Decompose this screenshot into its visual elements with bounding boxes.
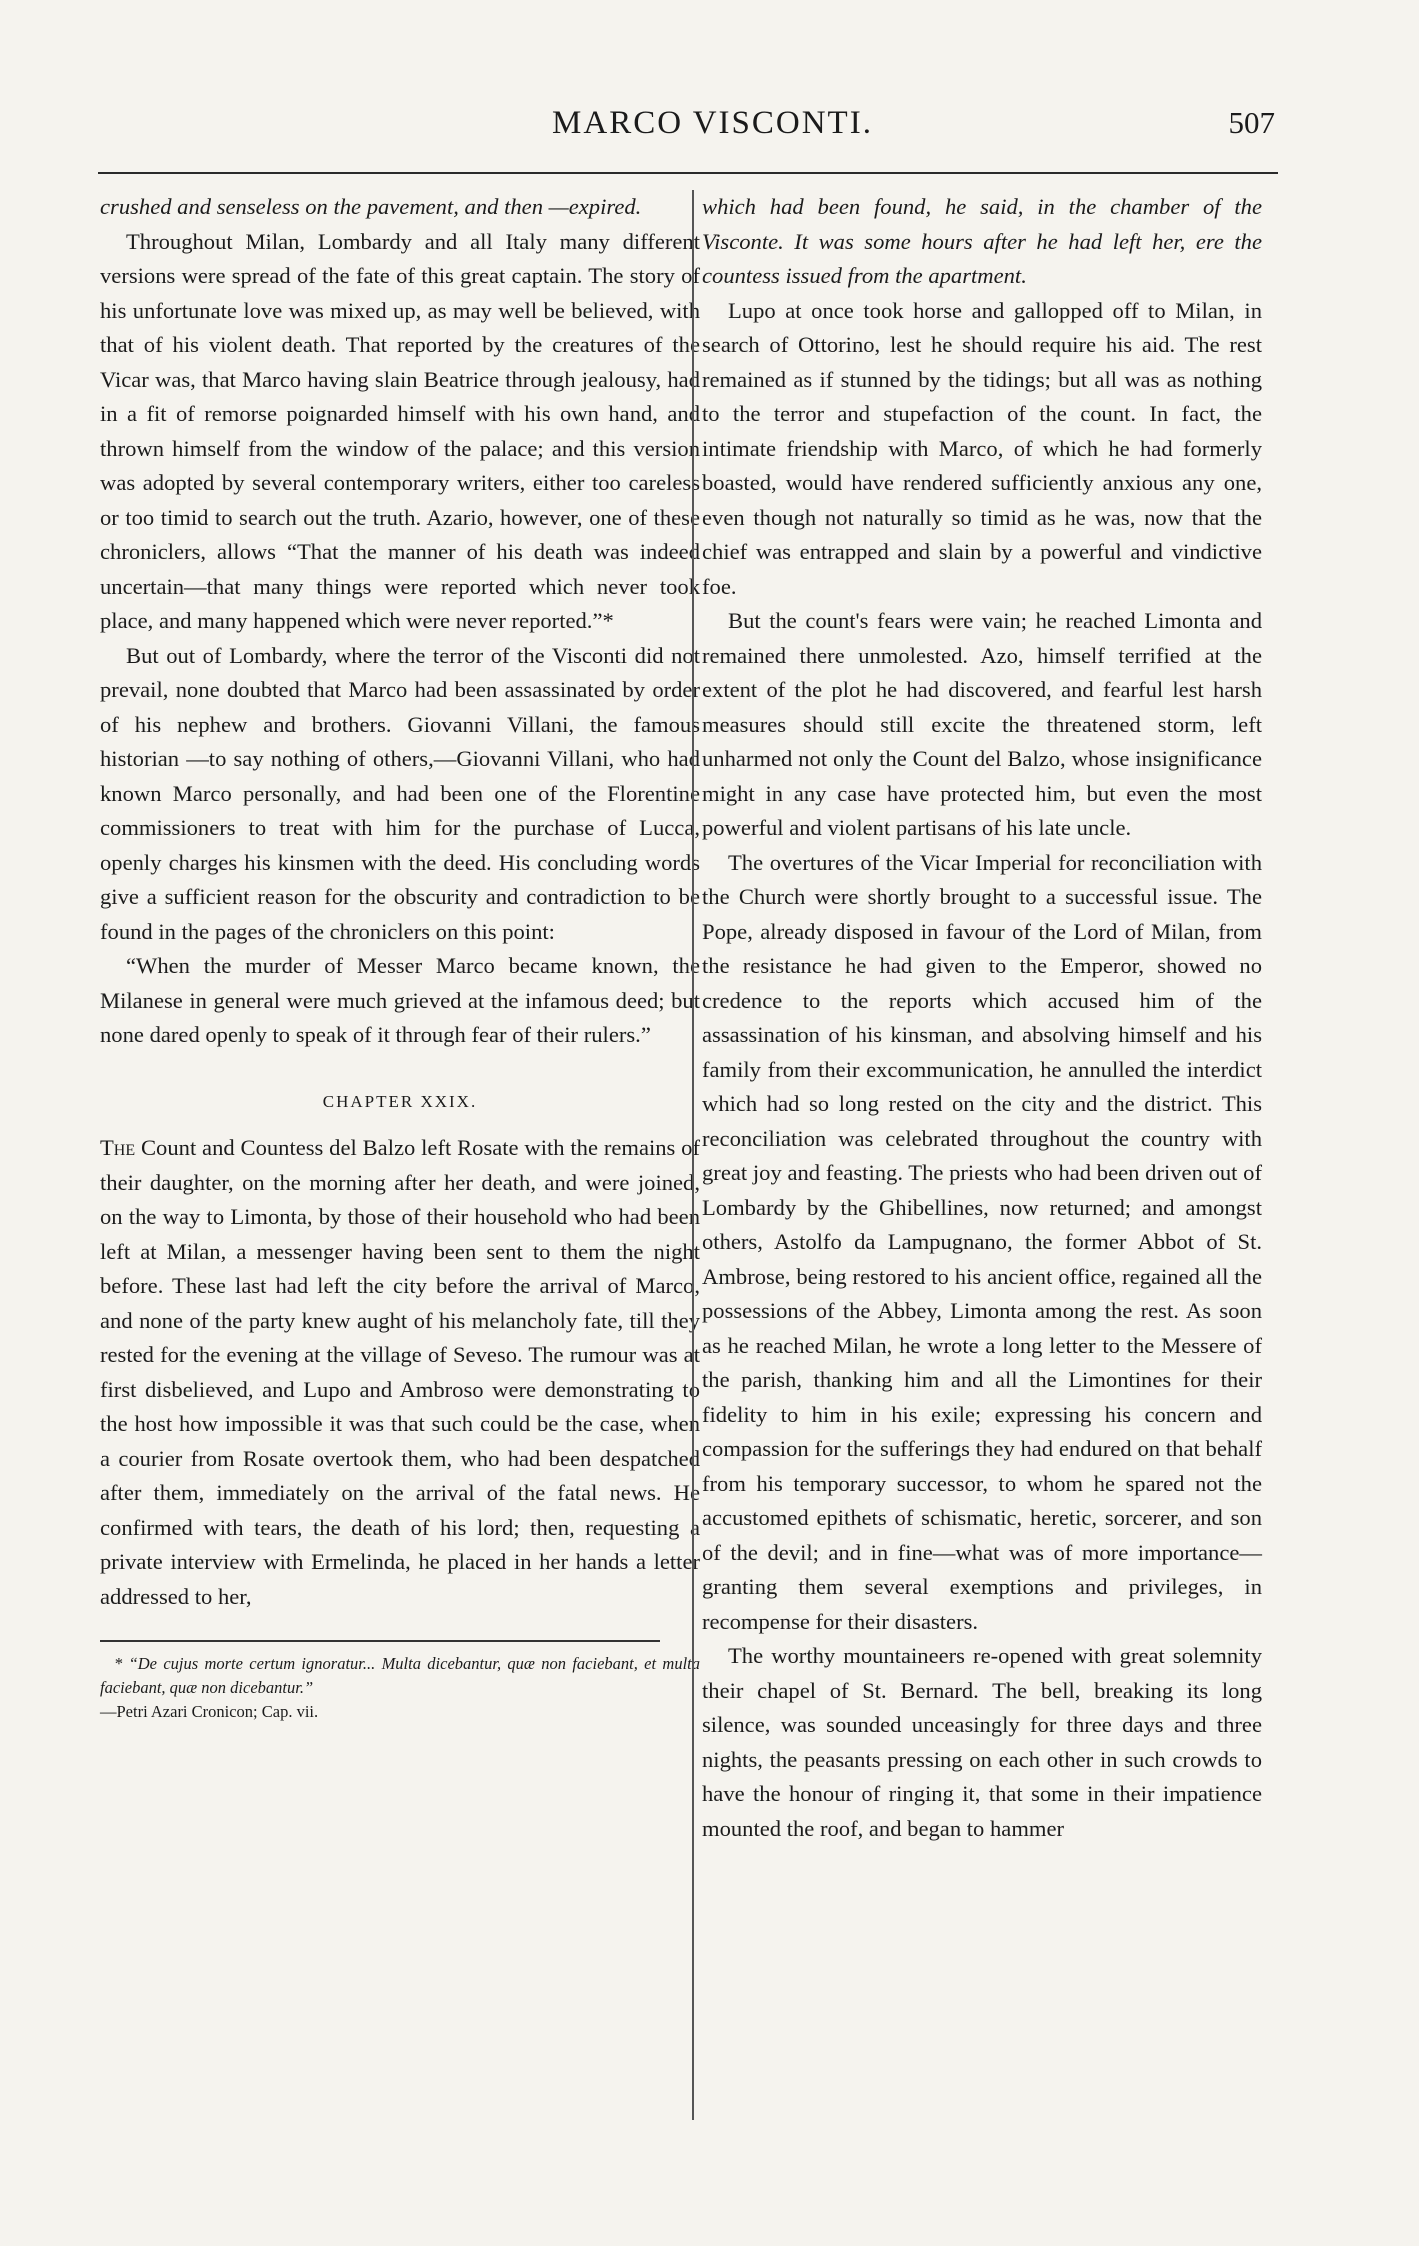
footnote: * “De cujus morte certum ignoratur... Multa dicebantur, quæ non faciebant, et multa faciebant, quæ non dicebantur.” xyxy=(100,1654,700,1697)
page-number: 507 xyxy=(1228,105,1275,140)
chapter-heading: CHAPTER XXIX. xyxy=(322,1091,478,1111)
running-title: MARCO VISCONTI. xyxy=(552,105,873,141)
footnote-source: —Petri Azari Cronicon; Cap. vii. xyxy=(100,1702,319,1721)
drop-word: The xyxy=(100,1135,136,1160)
paragraph: crushed and senseless on the pavement, and then —expired. xyxy=(100,194,642,219)
quotation: “When the murder of Messer Marco became known, the Milanese in general were much grieved at the infamous deed; but none dared openly to speak of it through fear of their rulers.” xyxy=(100,953,700,1047)
right-column xyxy=(702,190,1262,1846)
paragraph: The worthy mountaineers re-opened with great solemnity their chapel of St. Bernard. The bell, breaking its long silence, was sounded unceasingly for three days and three nights, the peasants pressing on each other in such crowds to have the honour of ringing it, that some in their impatience mounted the roof, and began to hammer xyxy=(702,1643,1262,1841)
paragraph: The overtures of the Vicar Imperial for reconciliation with the Church were shortly brought to a successful issue. The Pope, already disposed in favour of the Lord of Milan, from the resistance he had given to the Emperor, showed no credence to the reports which accused him of the assassination of his kinsman, and absolving himself and his family from their excommunication, he annulled the interdict which had so long rested on the city and the district. This reconciliation was celebrated throughout the country with great joy and feasting. The priests who had been driven out of Lombardy by the Ghibellines, now returned; and amongst others, Astolfo da Lampugnano, the former Abbot of St. Ambrose, being restored to his ancient office, regained all the possessions of the Abbey, Limonta among the rest. As soon as he reached Milan, he wrote a long letter to the Messere of the parish, thanking him and all the Limontines for their fidelity to him in his exile; expressing his concern and compassion for the sufferings they had endured on that behalf from his temporary successor, to whom he spared not the accustomed epithets of schismatic, heretic, sorcerer, and son of the devil; and in fine—what was of more importance—granting them several exemptions and privileges, in recompense for their disasters. xyxy=(702,849,1262,1634)
left-column xyxy=(100,190,700,1724)
paragraph: But the count's fears were vain; he reached Limonta and remained there unmolested. Azo, himself terrified at the extent of the plot he had discovered, and fearful lest harsh measures should still excite the threatened storm, left unharmed not only the Count del Balzo, whose insignificance might in any case have protected him, but even the most powerful and violent partisans of his late uncle. xyxy=(702,608,1262,840)
footnote-rule xyxy=(100,1640,660,1642)
paragraph-text: Count and Countess del Balzo left Rosate with the remains of their daughter, on the morning after her death, and were joined, on the way to Limonta, by those of their household who had been left at Milan, a messenger having been sent to them the night before. These last had left the city before the arrival of Marco, and none of the party knew aught of his melancholy fate, till they rested for the evening at the village of Seveso. The rumour was at first disbelieved, and Lupo and Ambroso were demonstrating to the host how impossible it was that such could be the case, when a courier from Rosate overtook them, who had been despatched after them, immediately on the arrival of the fatal news. He confirmed with tears, the death of his lord; then, requesting a private interview with Ermelinda, he placed in her hands a letter addressed to her, xyxy=(100,1135,700,1609)
paragraph: But out of Lombardy, where the terror of the Visconti did not prevail, none doubted that Marco had been assassinated by order of his nephew and brothers. Giovanni Villani, the famous historian —to say nothing of others,—Giovanni Villani, who had known Marco personally, and had been one of the Florentine commissioners to treat with him for the purchase of Lucca, openly charges his kinsmen with the deed. His concluding words give a sufficient reason for the obscurity and contradiction to be found in the pages of the chroniclers on this point: xyxy=(100,642,700,944)
header-rule xyxy=(98,172,1278,174)
chapter-opening-paragraph xyxy=(100,1131,700,1614)
paragraph: Throughout Milan, Lombardy and all Italy many different versions were spread of the fate of this great captain. The story of his unfortunate love was mixed up, as may well be believed, with that of his violent death. That reported by the creatures of the Vicar was, that Marco having slain Beatrice through jealousy, had in a fit of remorse poignarded himself with his own hand, and thrown himself from the window of the palace; and this version was adopted by several contemporary writers, either too careless or too timid to search out the truth. Azario, however, one of these chroniclers, allows “That the manner of his death was indeed uncertain—that many things were reported which never took place, and many happened which were never reported.”* xyxy=(100,228,700,633)
column-divider xyxy=(692,190,694,2120)
paragraph: Lupo at once took horse and gallopped off to Milan, in search of Ottorino, lest he should require his aid. The rest remained as if stunned by the tidings; but all was as nothing to the terror and stupefaction of the count. In fact, the intimate friendship with Marco, of which he had formerly boasted, would have rendered sufficiently anxious any one, even though not naturally so timid as he was, now that the chief was entrapped and slain by a powerful and vindictive foe. xyxy=(702,297,1262,599)
page-header xyxy=(150,105,1275,161)
paragraph: which had been found, he said, in the chamber of the Visconte. It was some hours after he had left her, ere the countess issued from the apartment. xyxy=(702,194,1262,288)
